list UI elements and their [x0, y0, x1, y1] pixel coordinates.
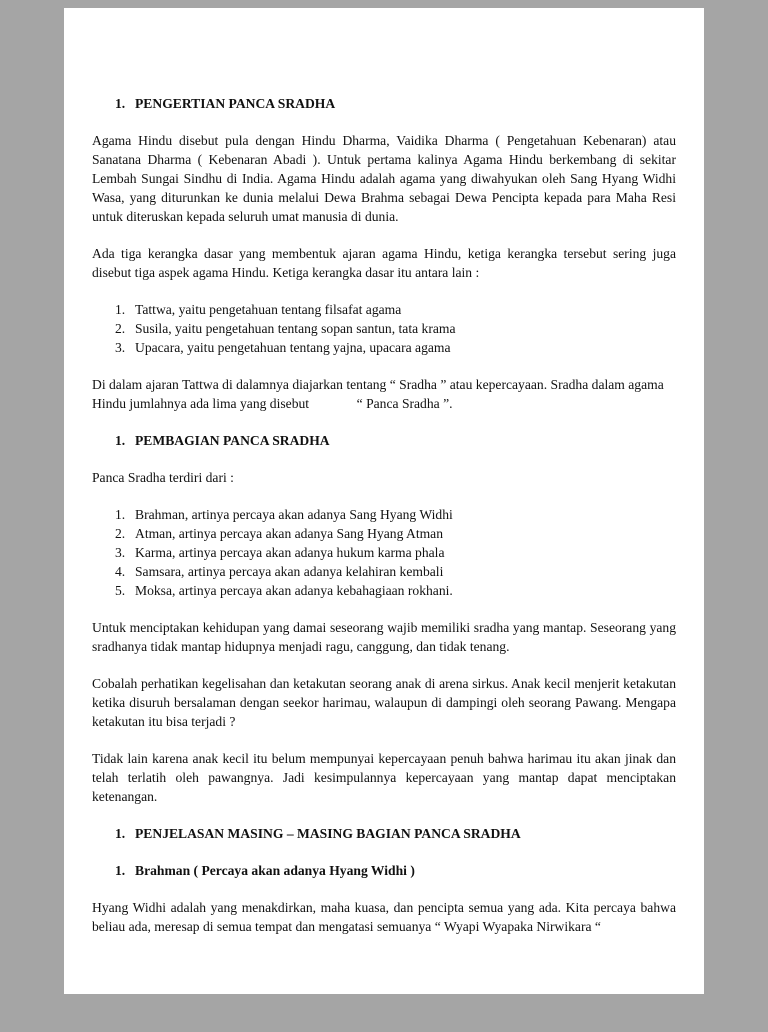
list-item-text: Brahman, artinya percaya akan adanya Sang Hyang Widhi [135, 507, 453, 522]
list-item-text: Susila, yaitu pengetahuan tentang sopan santun, tata krama [135, 321, 456, 336]
list-item [115, 543, 676, 562]
list-item-number: 1. [115, 302, 126, 317]
heading-number: 1. [115, 863, 126, 878]
heading-pengertian-panca-sradha [115, 94, 676, 113]
subheading-brahman [115, 861, 676, 880]
heading-penjelasan-masing-masing [115, 824, 676, 843]
heading-number: 1. [115, 433, 126, 448]
paragraph-hyang-widhi: Hyang Widhi adalah yang menakdirkan, maha kuasa, dan pencipta semua yang ada. Kita percaya bahwa beliau ada, meresap di semua tempat dan mengatasi semuanya “ Wyapi Wyapaka Nirwikara “ [92, 900, 676, 934]
list-item-text: Upacara, yaitu pengetahuan tentang yajna, upacara agama [135, 340, 451, 355]
list-item-text: Atman, artinya percaya akan adanya Sang Hyang Atman [135, 526, 444, 541]
heading-text: PENJELASAN MASING – MASING BAGIAN PANCA SRADHA [135, 826, 521, 841]
paragraph-panca-sradha-terdiri: Panca Sradha terdiri dari : [92, 470, 234, 485]
paragraph-agama-hindu-intro: Agama Hindu disebut pula dengan Hindu Dharma, Vaidika Dharma ( Pengetahuan Kebenaran) atau Sanatana Dharma ( Kebenaran Abadi ). Untuk pertama kalinya Agama Hindu berkembang di sekitar Lembah Sungai Sindhu di India. Agama Hindu adalah agama yang diwahyukan oleh Sang Hyang Widhi Wasa, yang diturunkan ke dunia melalui Dewa Brahma sebagai Dewa Pencipta kepada para Maha Resi untuk diteruskan kepada seluruh umat manusia di dunia. [92, 133, 676, 224]
list-item [115, 581, 676, 600]
heading-number: 1. [115, 96, 126, 111]
list-item [115, 524, 676, 543]
list-item-number: 3. [115, 340, 126, 355]
paragraph-sradha-mantap: Untuk menciptakan kehidupan yang damai seseorang wajib memiliki sradha yang mantap. Seseorang yang sradhanya tidak mantap hidupnya menjadi ragu, canggung, dan tidak tenang. [92, 620, 676, 654]
paragraph-tiga-kerangka-intro: Ada tiga kerangka dasar yang membentuk ajaran agama Hindu, ketiga kerangka tersebut sering juga disebut tiga aspek agama Hindu. Ketiga kerangka dasar itu antara lain : [92, 246, 676, 280]
heading-text: PENGERTIAN PANCA SRADHA [135, 96, 336, 111]
list-item-number: 2. [115, 526, 126, 541]
heading-number: 1. [115, 826, 126, 841]
list-item-text: Karma, artinya percaya akan adanya hukum karma phala [135, 545, 445, 560]
heading-text: Brahman ( Percaya akan adanya Hyang Widhi ) [135, 863, 415, 878]
list-item [115, 319, 676, 338]
paragraph-arena-sirkus: Cobalah perhatikan kegelisahan dan ketakutan seorang anak di arena sirkus. Anak kecil menjerit ketakutan ketika disuruh bersalaman dengan seekor harimau, walaupun di dampingi oleh seorang Pawang. Mengapa ketakutan itu bisa terjadi ? [92, 676, 676, 729]
list-item-text: Tattwa, yaitu pengetahuan tentang filsafat agama [135, 302, 402, 317]
list-item-number: 4. [115, 564, 126, 579]
list-panca-sradha [115, 505, 676, 600]
document-page [64, 8, 704, 994]
list-item-number: 1. [115, 507, 126, 522]
list-item [115, 300, 676, 319]
list-item-text: Samsara, artinya percaya akan adanya kelahiran kembali [135, 564, 444, 579]
list-item-number: 3. [115, 545, 126, 560]
heading-pembagian-panca-sradha [115, 431, 676, 450]
list-item [115, 505, 676, 524]
list-item-number: 5. [115, 583, 126, 598]
list-item [115, 338, 676, 357]
paragraph-kesimpulan-kepercayaan: Tidak lain karena anak kecil itu belum mempunyai kepercayaan penuh bahwa harimau itu akan jinak dan telah terlatih oleh pawangnya. Jadi kesimpulannya kepercayaan yang mantap dapat menciptakan ketenangan. [92, 751, 676, 804]
heading-text: PEMBAGIAN PANCA SRADHA [135, 433, 330, 448]
list-item-number: 2. [115, 321, 126, 336]
list-item-text: Moksa, artinya percaya akan adanya kebahagiaan rokhani. [135, 583, 453, 598]
list-item [115, 562, 676, 581]
list-tiga-kerangka [115, 300, 676, 357]
paragraph-tattwa-sradha-note: Di dalam ajaran Tattwa di dalamnya diajarkan tentang “ Sradha ” atau kepercayaan. Sradha dalam agama Hindu jumlahnya ada lima yang disebut “ Panca Sradha ”. [92, 377, 668, 411]
